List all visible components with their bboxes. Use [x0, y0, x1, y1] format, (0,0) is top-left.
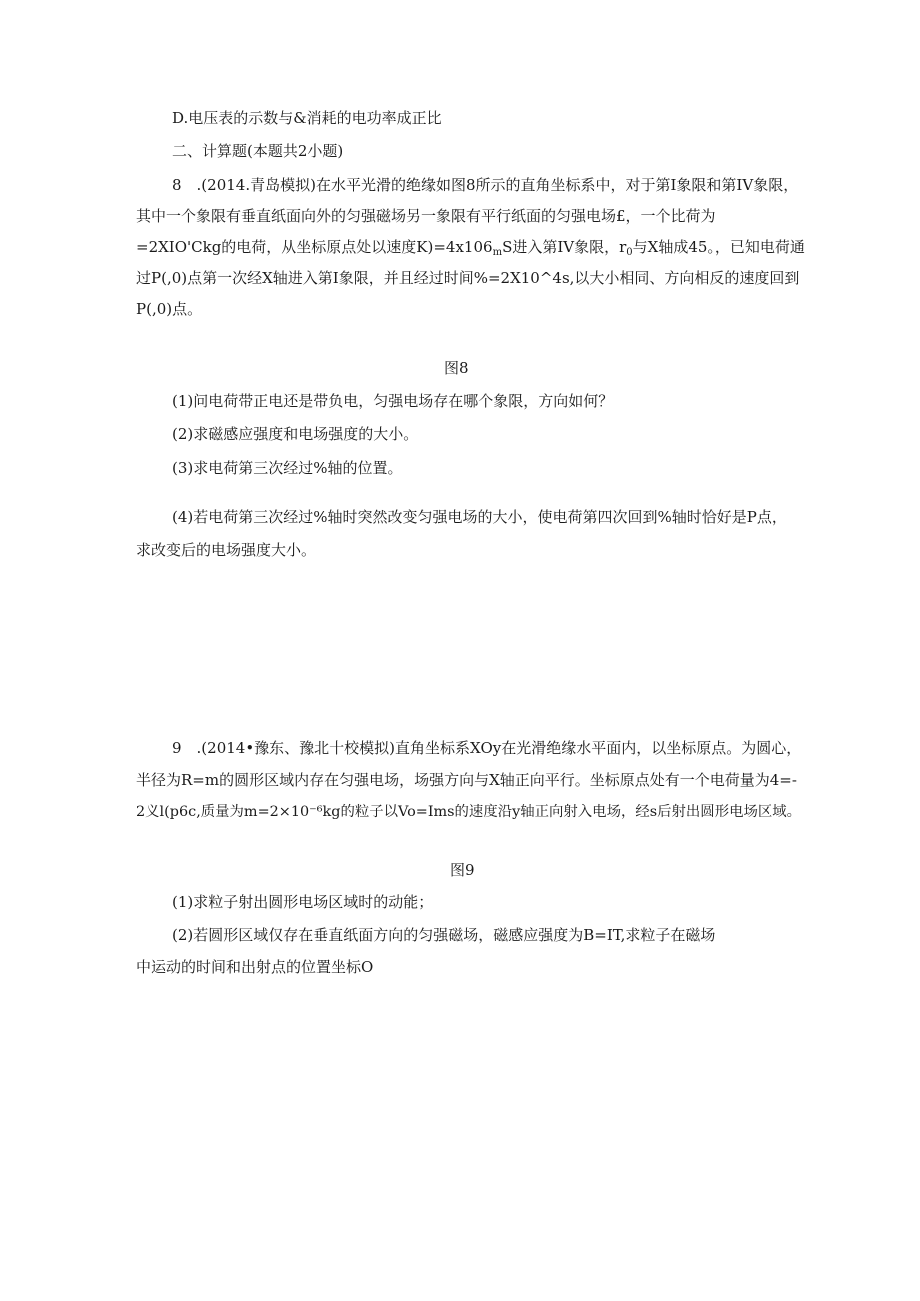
- section-title: 二、计算题(本题共2小题): [172, 142, 344, 160]
- figure-9-caption: 图9: [450, 861, 475, 879]
- q8-line-3: [136, 237, 805, 263]
- q8-line-3-sub2: 0: [626, 247, 633, 258]
- q8-line-4: 过P(,0)点第一次经X轴进入第I象限，并且经过时间%=2X10^4s,以大小相同、方向相反的速度回到: [136, 269, 800, 287]
- q8-line-3-b: S进入第IV象限，r: [502, 238, 627, 256]
- q8-sub-1: (1)问电荷带正电还是带负电，匀强电场存在哪个象限，方向如何？: [172, 392, 614, 410]
- q9-line-2: 半径为R=m的圆形区域内存在匀强电场，场强方向与X轴正向平行。坐标原点处有一个电荷量为4=-: [136, 771, 797, 789]
- q8-line-2: 其中一个象限有垂直纸面向外的匀强磁场另一象限有平行纸面的匀强电场£，一个比荷为: [136, 207, 716, 225]
- q8-line-3-c: 与X轴成45。，已知电荷通: [632, 238, 805, 256]
- q9-line-3: 2义l(p6c,质量为m=2×10⁻⁶kg的粒子以Vo=Ims的速度沿y轴正向射入电场，经s后射出圆形电场区域。: [136, 804, 802, 820]
- q9-sub-2: (2)若圆形区域仅存在垂直纸面方向的匀强磁场，磁感应强度为B=IT,求粒子在磁场: [172, 926, 716, 944]
- q9-sub-1: (1)求粒子射出圆形电场区域时的动能；: [172, 893, 434, 911]
- q8-line-3-a: =2XIO'Ckg的电荷，从坐标原点处以速度K)=4x106: [136, 238, 493, 256]
- q8-line-1: 8 .(2014.青岛模拟)在水平光滑的绝缘如图8所示的直角坐标系中，对于第I象限和第IV象限，: [172, 176, 799, 194]
- q8-sub-2: (2)求磁感应强度和电场强度的大小。: [172, 425, 419, 443]
- figure-8-caption: 图8: [444, 359, 469, 377]
- q8-sub-3: (3)求电荷第三次经过%轴的位置。: [172, 459, 403, 477]
- q9-sub-3: 中运动的时间和出射点的位置坐标O: [136, 958, 374, 976]
- q8-sub-4-line-1: (4)若电荷第三次经过%轴时突然改变匀强电场的大小，使电荷第四次回到%轴时恰好是P点，: [172, 508, 787, 526]
- q8-line-3-sub: m: [492, 247, 503, 258]
- q8-sub-4-line-2: 求改变后的电场强度大小。: [136, 541, 317, 559]
- q9-line-1: 9 .(2014•豫东、豫北十校模拟)直角坐标系XOy在光滑绝缘水平面内，以坐标原点。为圆心，: [172, 739, 802, 757]
- option-d: D.电压表的示数与&消耗的电功率成正比: [172, 109, 442, 127]
- q8-line-5: P(,0)点。: [136, 300, 203, 318]
